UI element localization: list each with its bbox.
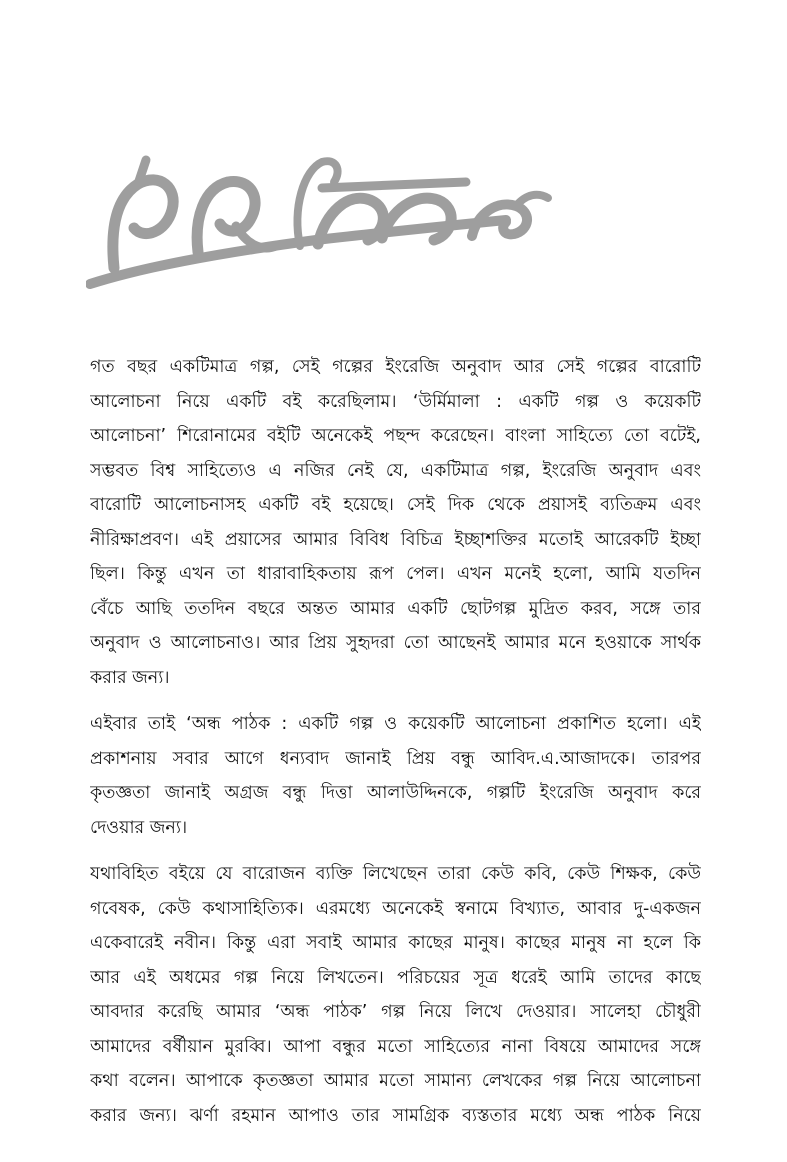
text-line: আলোচনা নিয়ে একটি বই করেছিলাম। ‘উর্মিমালা : একটি গল্প ও কয়েকটি [90,391,701,412]
text-line: অনুবাদ ও আলোচনাও। আর প্রিয় সুহৃদরা তো আছেনই আমার মনে হওয়াকে সার্থক [90,633,701,653]
paragraph [90,707,701,845]
text-line: গত বছর একটিমাত্র গল্প, সেই গল্পের ইংরেজি অনুবাদ আর সেই গল্পের বারোটি [90,357,701,377]
paragraph [90,350,701,695]
text-line: দেওয়ার জন্য। [90,817,188,838]
text-line: নীরিক্ষাপ্রবণ। এই প্রয়াসের আমার বিবিধ বিচিত্র ইচ্ছাশক্তির মতোই আরেকটি ইচ্ছা [90,529,701,550]
text-line: করার জন্য। [90,667,170,688]
text-line: ছিল। কিন্তু এখন তা ধারাবাহিকতায় রূপ পেল। এখন মনেই হলো, আমি যতদিন [90,564,701,584]
text-line: আলোচনা’ শিরোনামের বইটি অনেকেই পছন্দ করেছেন। বাংলা সাহিত্যে তো বটেই, [90,426,701,446]
text-line: আর এই অধমের গল্প নিয়ে লিখতেন। পরিচয়ের সূত্র ধরেই আমি তাদের কাছে [90,967,701,988]
text-line: করার জন্য। ঝর্ণা রহমান আপাও তার সামগ্রিক ব্যস্ততার মধ্যে অন্ধ পাঠক নিয়ে [90,1105,701,1126]
text-line: আবদার করেছি আমার ‘অন্ধ পাঠক’ গল্প নিয়ে লিখে দেওয়ার। সালেহা চৌধুরী [90,1002,701,1022]
text-line: যথাবিহিত বইয়ে যে বারোজন ব্যক্তি লিখেছেন তারা কেউ কবি, কেউ শিক্ষক, কেউ [90,864,701,884]
text-line: গবেষক, কেউ কথাসাহিত্যিক। এরমধ্যে অনেকেই স্বনামে বিখ্যাত, আবার দু-একজন [90,898,701,919]
paragraph [90,857,701,1133]
text-line: এইবার তাই ‘অন্ধ পাঠক : একটি গল্প ও কয়েকটি আলোচনা প্রকাশিত হলো। এই [90,714,701,734]
text-line: বেঁচে আছি ততদিন বছরে অন্তত আমার একটি ছোটগল্প মুদ্রিত করব, সঙ্গে তার [90,598,701,619]
text-line: একেবারেই নবীন। কিন্তু এরা সবাই আমার কাছের মানুষ। কাছের মানুষ না হলে কি [90,933,701,953]
text-line: আমাদের বর্ষীয়ান মুরব্বি। আপা বন্ধুর মতো সাহিত্যের নানা বিষয়ে আমাদের সঙ্গে [90,1036,701,1057]
body-text [90,350,701,1145]
text-line: কৃতজ্ঞতা জানাই অগ্রজ বন্ধু দিত্তা আলাউদ্দিনকে, গল্পটি ইংরেজি অনুবাদ করে [90,783,701,803]
text-line: সম্ভবত বিশ্ব সাহিত্যেও এ নজির নেই যে, একটিমাত্র গল্প, ইংরেজি অনুবাদ এবং [90,460,701,481]
calligraphic-heading [86,148,566,308]
text-line: বারোটি আলোচনাসহ একটি বই হয়েছে। সেই দিক থেকে প্রয়াসই ব্যতিক্রম এবং [90,495,701,515]
text-line: কথা বলেন। আপাকে কৃতজ্ঞতা আমার মতো সামান্য লেখকের গল্প নিয়ে আলোচনা [90,1071,701,1091]
text-line: প্রকাশনায় সবার আগে ধন্যবাদ জানাই প্রিয় বন্ধু আবিদ.এ.আজাদকে। তারপর [90,748,701,769]
